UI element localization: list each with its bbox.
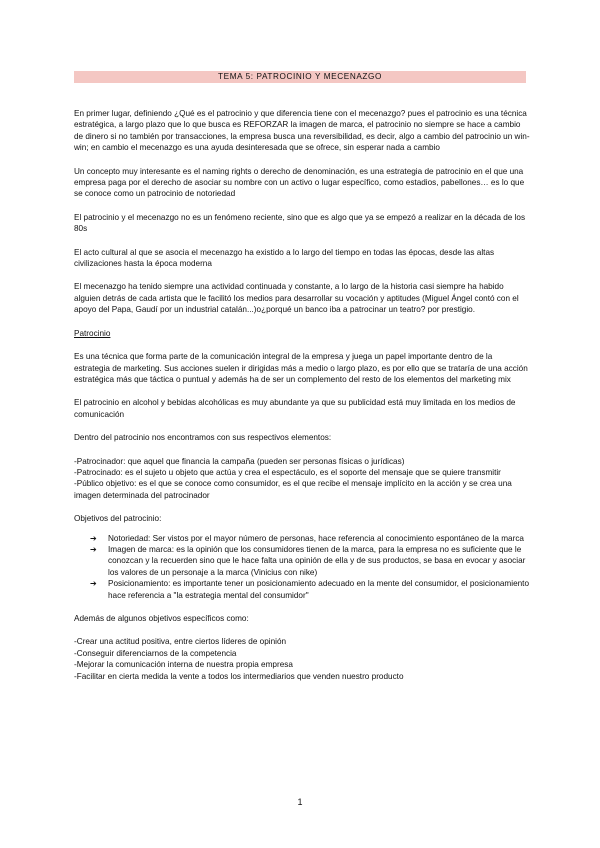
intro-paragraph-2: Un concepto muy interesante es el naming rights o derecho de denominación, es una estrategia de patrocinio en el que una empresa paga por el derecho de asociar su nombre con un activo o lugar específico, como estadios, pabellones… es lo que se conoce como un patrocinio de notoriedad	[74, 166, 525, 199]
intro-paragraph-4: El acto cultural al que se asocia el mecenazgo ha existido a lo largo del tiempo en todas las épocas, desde las altas civilizaciones hasta la época moderna	[74, 247, 495, 269]
elements-list	[74, 456, 530, 502]
arrow-bullet-icon: ➔	[90, 533, 97, 543]
specific-objective: -Crear una actitud positiva, entre ciertos líderes de opinión	[74, 637, 287, 647]
element-patrocinador: -Patrocinador: que aquel que financia la campaña (pueden ser personas físicas o jurídicas)	[74, 456, 405, 466]
arrow-bullet-icon: ➔	[90, 544, 97, 554]
specific-objectives-list	[74, 636, 530, 682]
page-number: 1	[297, 797, 303, 807]
arrow-bullet-icon: ➔	[90, 579, 97, 589]
objective-posicionamiento	[90, 578, 530, 601]
specific-objective: -Mejorar la comunicación interna de nuestra propia empresa	[74, 660, 293, 670]
objective-imagen-de-marca	[90, 544, 530, 578]
specific-objective: -Conseguir diferenciarnos de la competencia	[74, 648, 237, 658]
objective-text: Imagen de marca: es la opinión que los consumidores tienen de la marca, para la empresa no es suficiente que le conozcan y la recuerden sino que le hace falta una opinión de ella y de sus productos, se basa en evocar y asociar los valores de un personaje a la marca (Vinicius con nike)	[108, 544, 526, 577]
intro-paragraph-5: El mecenazgo ha tenido siempre una actividad continuada y constante, a lo largo de la historia casi siempre ha habido alguien detrás de cada artista que le facilitó los medios para desarrollar su vocación y aptitudes (Miguel Ángel contó con el apoyo del Papa, Gaudí por un industrial catalán...)o¿porqué un banco iba a patrocinar un teatro? por prestigio.	[74, 282, 519, 315]
specific-objectives-heading: Además de algunos objetivos específicos como:	[74, 614, 249, 623]
element-publico-objetivo: -Público objetivo: es el que se conoce como consumidor, es el que recibe el mensaje implícito en la acción y se crea una imagen determinada del patrocinador	[74, 479, 512, 500]
specific-objective: -Facilitar en cierta medida la vente a todos los intermediarios que venden nuestro producto	[74, 671, 404, 681]
objective-text: Posicionamiento: es importante tener un posicionamiento adecuado en la mente del consumidor, el posicionamiento hace referencia a "la estrategia mental del consumidor"	[108, 579, 529, 600]
patrocinio-paragraph-1: Es una técnica que forma parte de la comunicación integral de la empresa y juega un papel importante dentro de la estrategia de marketing. Sus acciones suelen ir dirigidas más a medio o largo plazo, es por ello que se trataría de una acción estratégica más que táctica o puntual y además ha de ser un complemento del resto de los elementos del marketing mix	[74, 352, 528, 384]
objectives-heading: Objetivos del patrocinio:	[74, 514, 162, 524]
document-title: TEMA 5: PATROCINIO Y MECENAZGO	[74, 71, 526, 83]
patrocinio-paragraph-2: El patrocinio en alcohol y bebidas alcohólicas es muy abundante ya que su publicidad está muy limitada en los medios de comunicación	[74, 398, 516, 419]
patrocinio-paragraph-3: Dentro del patrocinio nos encontramos con sus respectivos elementos:	[74, 433, 332, 443]
objective-text: Notoriedad: Ser vistos por el mayor número de personas, hace referencia al conocimiento espontáneo de la marca	[108, 533, 524, 543]
element-patrocinado: -Patrocinado: es el sujeto u objeto que actúa y crea el espectáculo, es el soporte del mensaje que se quiere transmitir	[74, 467, 501, 477]
objective-notoriedad	[90, 533, 530, 544]
objectives-list	[74, 533, 530, 601]
section-heading-patrocinio: Patrocinio	[74, 328, 111, 338]
intro-paragraph-3: El patrocinio y el mecenazgo no es un fenómeno reciente, sino que es algo que ya se empezó a realizar en la década de los 80s	[74, 212, 526, 234]
document-body	[74, 108, 530, 682]
intro-paragraph-1: En primer lugar, definiendo ¿Qué es el patrocinio y que diferencia tiene con el mecenazgo? pues el patrocinio es una técnica estratégica, a largo plazo que lo que busca es REFORZAR la imagen de marca, el patrocinio no siempre se hace a cambio de dinero si no también por transacciones, la empresa busca una reversibilidad, es decir, algo a cambio del patrocinio un win-win; en cambio el mecenazgo es una ayuda desinteresada que se ofrece, sin esperar nada a cambio	[74, 109, 530, 153]
